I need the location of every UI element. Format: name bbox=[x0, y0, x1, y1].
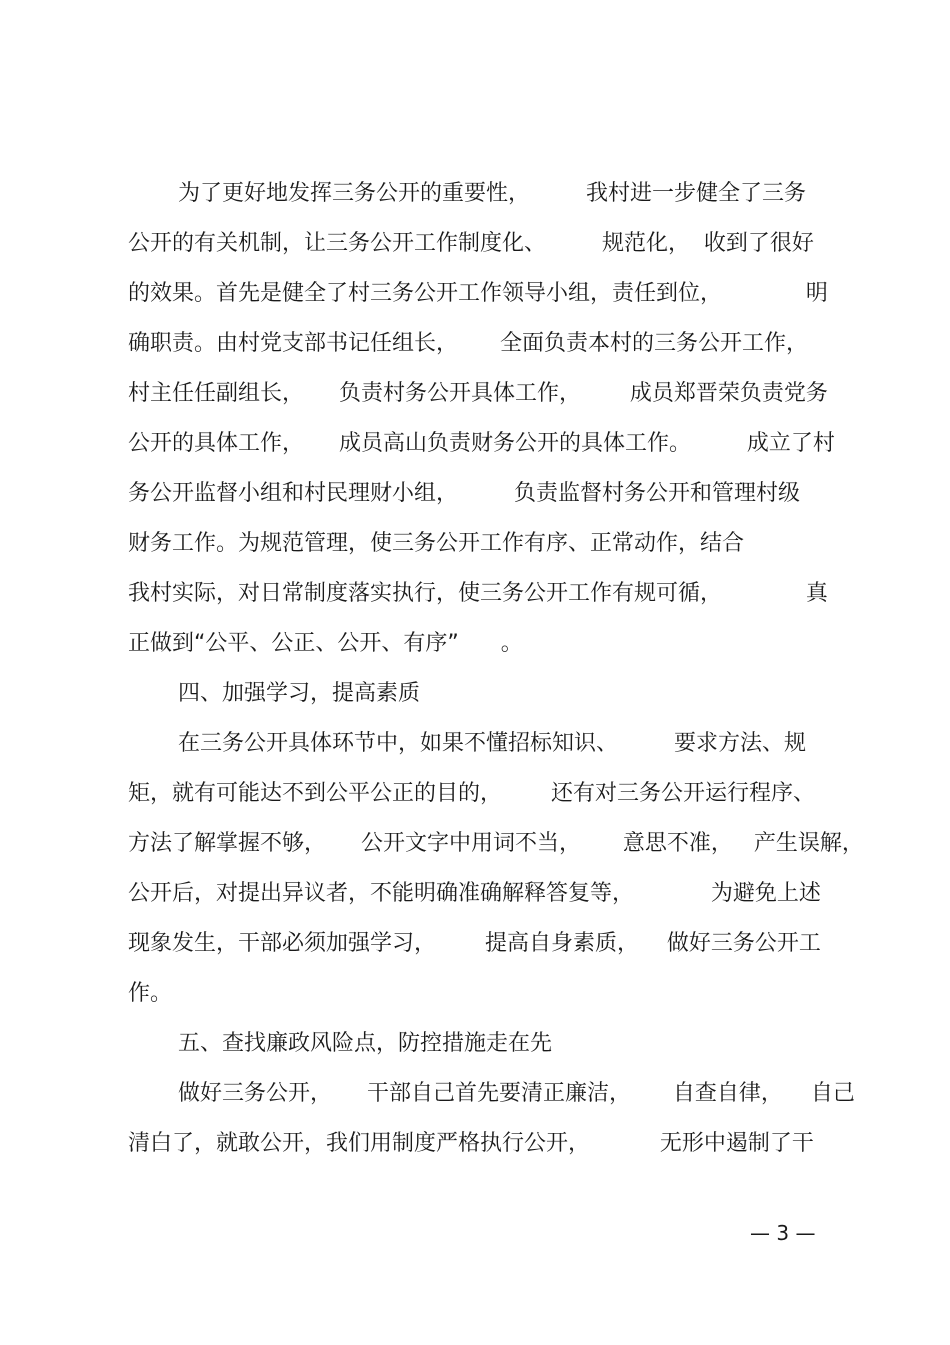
paragraph-line: 作。 bbox=[128, 981, 173, 1006]
paragraph-line: 清白了，就敢公开，我们用制度严格执行公开， 无形中遏制了干 bbox=[128, 1131, 814, 1156]
paragraph-line: 公开后，对提出异议者，不能明确准确解释答复等， 为避免上述 bbox=[128, 881, 821, 906]
section-heading: 五、查找廉政风险点，防控措施走在先 bbox=[178, 1031, 553, 1056]
paragraph-line: 村主任任副组长， 负责村务公开具体工作， 成员郑晋荣负责党务 bbox=[128, 381, 828, 406]
paragraph-line: 为了更好地发挥三务公开的重要性， 我村进一步健全了三务 bbox=[178, 181, 806, 206]
paragraph-line: 财务工作。为规范管理，使三务公开工作有序、正常动作，结合 bbox=[128, 531, 745, 556]
paragraph-line: 公开的具体工作， 成员高山负责财务公开的具体工作。 成立了村 bbox=[128, 431, 835, 456]
paragraph-line: 现象发生，干部必须加强学习， 提高自身素质， 做好三务公开工 bbox=[128, 931, 821, 956]
paragraph-line: 在三务公开具体环节中，如果不懂招标知识、 要求方法、规 bbox=[178, 731, 806, 756]
paragraph-line: 我村实际，对日常制度落实执行，使三务公开工作有规可循， 真 bbox=[128, 581, 828, 606]
paragraph-line: 方法了解掌握不够， 公开文字中用词不当， 意思不准， 产生误解， bbox=[128, 831, 864, 856]
paragraph-line: 确职责。由村党支部书记任组长， 全面负责本村的三务公开工作， bbox=[128, 331, 808, 356]
paragraph-line: 务公开监督小组和村民理财小组， 负责监督村务公开和管理村级 bbox=[128, 481, 800, 506]
paragraph-line: 做好三务公开， 干部自己首先要清正廉洁， 自查自律， 自己 bbox=[178, 1081, 855, 1106]
paragraph-line: 的效果。首先是健全了村三务公开工作领导小组，责任到位， 明 bbox=[128, 281, 828, 306]
section-heading: 四、加强学习，提高素质 bbox=[178, 681, 421, 706]
paragraph-line: 矩，就有可能达不到公平公正的目的， 还有对三务公开运行程序、 bbox=[128, 781, 815, 806]
paragraph-line: 正做到“公平、公正、公开、有序” 。 bbox=[128, 631, 523, 656]
paragraph-line: 公开的有关机制，让三务公开工作制度化、 规范化， 收到了很好 bbox=[128, 231, 814, 256]
page-number: — 3 — bbox=[750, 1221, 816, 1245]
